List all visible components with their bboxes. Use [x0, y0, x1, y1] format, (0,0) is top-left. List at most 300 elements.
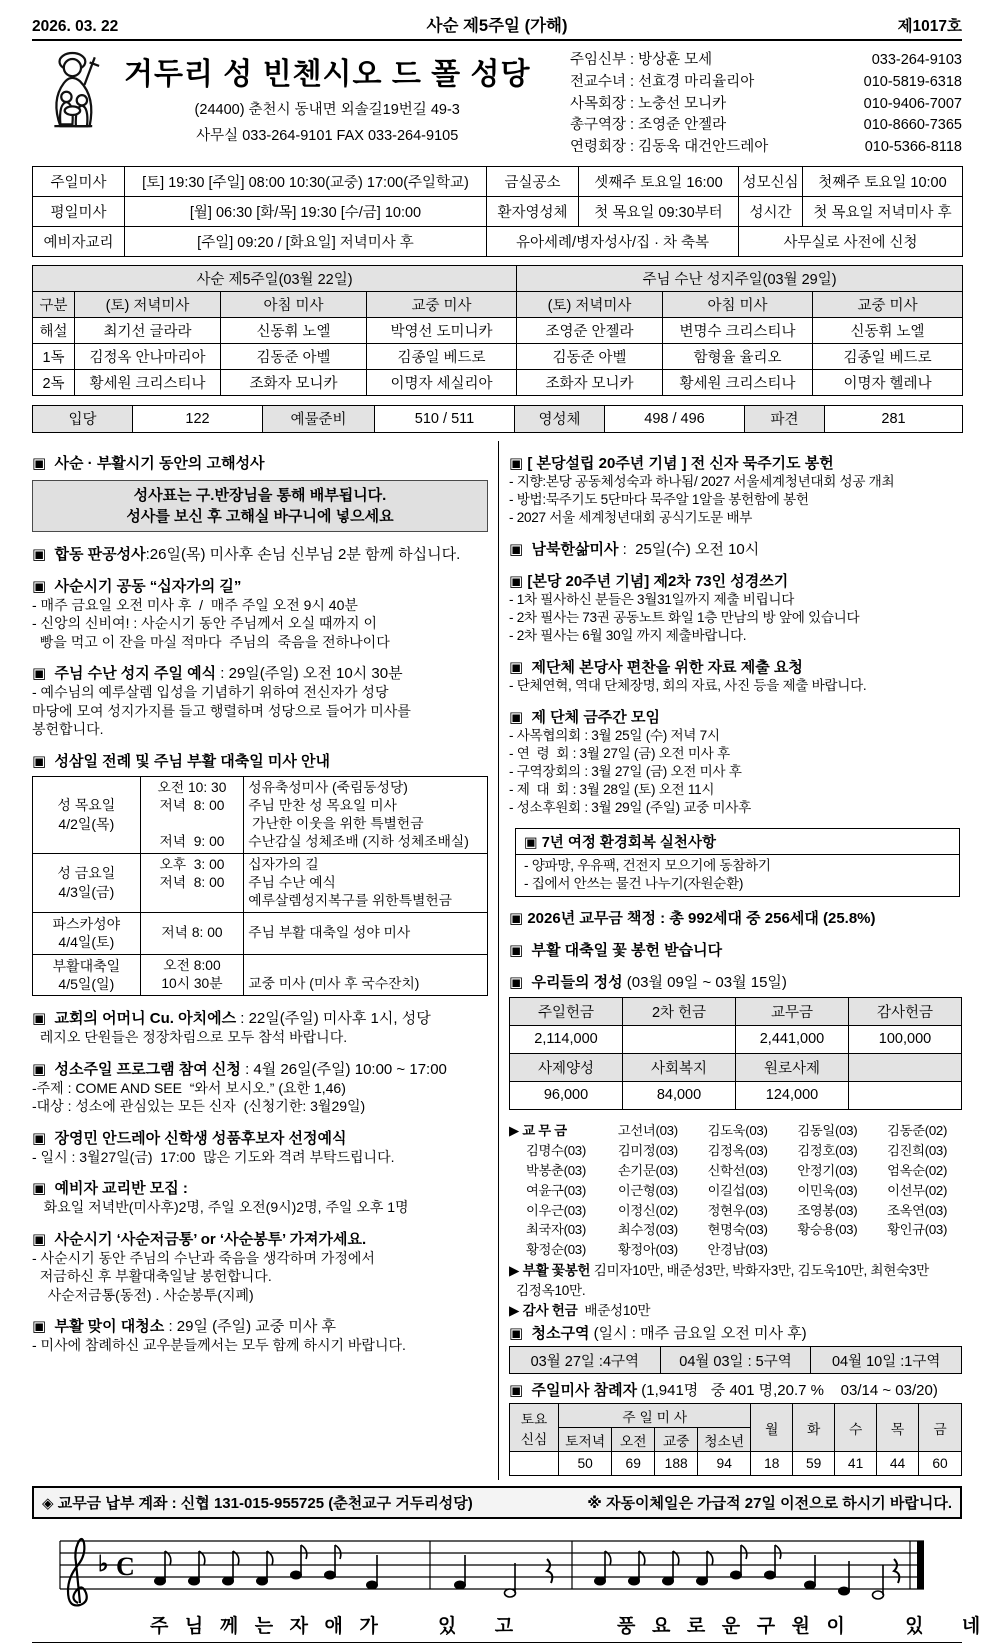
- lector-name: 조화자 모니카: [221, 369, 367, 395]
- week1-header: 사순 제5주일(03월 22일): [33, 265, 517, 291]
- lector-name: 신동휘 노엘: [221, 317, 367, 343]
- offering-header: 원로사제: [736, 1053, 849, 1081]
- day-cell: [33, 954, 141, 996]
- hymn-number: 498 / 496: [605, 405, 745, 432]
- easter-flower-donors: [509, 1262, 962, 1280]
- issue-number: 제1017호: [897, 18, 962, 35]
- offering-amount: 2,441,000: [736, 1025, 849, 1053]
- item-text: 배준성10만: [577, 1303, 651, 1319]
- lector-name: 김종일 베드로: [367, 343, 517, 369]
- schedule-label: 환자영성체: [487, 196, 579, 226]
- attendance-count: 50: [559, 1452, 612, 1476]
- row-label: 1독: [33, 343, 75, 369]
- eco-practice-box: [515, 828, 960, 897]
- attendance-subheader: 교중: [655, 1428, 698, 1452]
- church-address: (24400) 춘천시 동내면 외솔길19번길 49-3: [194, 102, 460, 118]
- payer-name: 황승용(03): [797, 1222, 858, 1238]
- section-way-of-cross: [32, 575, 488, 651]
- payer-name: 김진희(03): [887, 1142, 948, 1158]
- text-line: -대상 : 성소에 관심있는 모든 신자 (신청기한: 3월29일): [32, 1098, 366, 1115]
- title-tail: (1,941명 중 401 명,20.7 % 03/14 ~ 03/20): [637, 1382, 938, 1400]
- offering-header: 주일헌금: [510, 997, 623, 1025]
- title-text: ▣ 성소주일 프로그램 참여 신청: [32, 1060, 241, 1078]
- church-name: 거두리 성 빈첸시오 드 폴 성당: [124, 58, 531, 91]
- payer-name: 이민욱(03): [797, 1182, 858, 1198]
- offering-header: 교무금: [736, 997, 849, 1025]
- text-line: - 사순시기 동안 주님의 수난과 죽음을 생각하며 가정에서: [32, 1249, 375, 1266]
- header-line: 신심: [520, 1431, 548, 1447]
- schedule-label: 성시간: [739, 196, 803, 226]
- offering-amount: 2,114,000: [510, 1025, 623, 1053]
- section-title: ▣ [ 본당설립 20주년 기념 ] 전 신자 묵주기도 봉헌: [509, 454, 834, 472]
- payer-name: 손기문(03): [617, 1162, 678, 1178]
- day-date: 4/4일(토): [58, 934, 115, 951]
- contact-phone: 010-8660-7365: [863, 117, 962, 134]
- section-seminarian-rite: [32, 1127, 488, 1166]
- title-text: ▣ 주님 수난 성지 주일 예식: [32, 665, 217, 683]
- payer-name: 최수정(03): [617, 1222, 678, 1238]
- section-title: ▣ 2026년 교무금 책정 : 총 992세대 중 256세대 (25.8%): [509, 909, 876, 927]
- title-tail: :26일(목) 미사후 손님 신부님 2분 함께 하십니다.: [145, 545, 461, 563]
- attendance-count: 44: [877, 1452, 919, 1476]
- lector-name: 김종일 베드로: [813, 343, 963, 369]
- column-header: 아침 미사: [663, 291, 813, 317]
- payer-name: 황정순(03): [525, 1242, 587, 1258]
- payer-name: 이근형(03): [617, 1182, 678, 1198]
- hymn-number: 510 / 511: [375, 405, 515, 432]
- text-line: - 2차 필사는 6월 30일 까지 제출바랍니다.: [509, 627, 747, 643]
- attendance-subheader: 오전: [612, 1428, 655, 1452]
- attendance-count: 69: [612, 1452, 655, 1476]
- day-date: 4/3일(금): [58, 883, 115, 900]
- title-tail: : 4월 26일(주일) 10:00 ~ 17:00: [240, 1060, 447, 1078]
- dues-payers-list: [509, 1121, 962, 1261]
- table-row: [33, 776, 488, 853]
- contact-role-name: 사목회장 : 노충선 모니카: [570, 95, 727, 112]
- section-attendance: [509, 1379, 962, 1476]
- section-title: ▣ 사순시기 ‘사순저금통’ or ‘사순봉투’ 가져가세요.: [32, 1230, 367, 1248]
- top-bar: [32, 10, 962, 41]
- time-line: 저녁 8: 00: [161, 925, 223, 941]
- text-line: - 일시 : 3월27일(금) 17:00 많은 기도와 격려 부탁드립니다.: [32, 1148, 395, 1165]
- payer-name: 이우근(03): [525, 1202, 587, 1218]
- text-line: - 미사에 참례하신 교우분들께서는 모두 함께 하시기 바랍니다.: [32, 1337, 406, 1354]
- lector-name: 황세원 크리스티나: [663, 369, 813, 395]
- cleaning-cell: 04월 03일 : 5구역: [660, 1347, 811, 1374]
- text-line: - 2차 필사는 73권 공동노트 화일 1층 만남의 방 앞에 있습니다: [509, 609, 860, 625]
- day-cell: [33, 853, 141, 912]
- section-title: ▣ [본당 20주년 기념] 제2차 73인 성경쓰기: [509, 572, 789, 590]
- day-name: 부활대축일: [52, 957, 121, 974]
- section-title: ▣ 제단체 본당사 편찬을 위한 자료 제출 요청: [509, 658, 803, 676]
- section-acies: [32, 1007, 488, 1046]
- section-title: [32, 1007, 488, 1028]
- time-line: 저녁 9: 00: [159, 833, 225, 849]
- lector-name: 함형율 율리오: [663, 343, 813, 369]
- music-staff: [32, 1523, 962, 1615]
- payer-name: 이선무(02): [887, 1182, 948, 1198]
- text-line: - 연 령 회 : 3월 27일 (금) 오전 미사 후: [509, 745, 730, 761]
- hymn-label: 파견: [745, 405, 825, 432]
- attendance-subheader: 청소년: [698, 1428, 751, 1452]
- schedule-label: 성모신심: [739, 166, 803, 196]
- bulletin-title: 사순 제5주일 (가해): [426, 17, 568, 35]
- title-text: ▣ 부활 맞이 대청소: [32, 1318, 165, 1336]
- lector-name: 조화자 모니카: [517, 369, 663, 395]
- section-title: [32, 662, 488, 683]
- title-tail: : 22일(주일) 미사후 1시, 성당: [236, 1010, 431, 1028]
- day-name: 성 목요일: [57, 797, 116, 814]
- time-line: 저녁 8: 00: [159, 874, 225, 890]
- hymn-number: 281: [825, 405, 963, 432]
- text-line: - 신앙의 신비여! : 사순시기 동안 주님께서 오실 때까지 이: [32, 615, 377, 632]
- contact-phone: 010-5819-6318: [863, 73, 962, 90]
- event-line: 예루살렘성지복구를 위한특별헌금: [248, 892, 452, 908]
- cleaning-cell: 04월 10일 :1구역: [811, 1347, 962, 1374]
- main-columns: [32, 441, 962, 1481]
- payer-name: 박봉춘(03): [525, 1162, 587, 1178]
- contact-row: [570, 72, 962, 94]
- event-line: 주님 부활 대축일 성야 미사: [248, 925, 411, 941]
- confession-notice-box: [32, 480, 488, 532]
- item-text: 김미자10만, 배준성3만, 박화자3만, 김도욱10만, 최현숙3만: [590, 1263, 930, 1279]
- payer-name: 최국자(03): [525, 1222, 587, 1238]
- hymn-label: 입당: [33, 405, 133, 432]
- section-cleaning-rota: [509, 1322, 962, 1374]
- contact-row: [570, 50, 962, 72]
- section-title: ▣ 성삼일 전례 및 주님 부활 대축일 미사 안내: [32, 752, 331, 770]
- payer-name: 김정호(03): [797, 1142, 858, 1158]
- event-line: 교중 미사 (미사 후 국수잔치): [248, 975, 420, 991]
- thanks-offering: [509, 1302, 962, 1320]
- section-title: ▣ 예비자 교리반 모집 :: [32, 1180, 188, 1198]
- lector-name: 변명수 크리스티나: [663, 317, 813, 343]
- text-line: - 2027 서울 세계청년대회 공식기도문 배부: [509, 509, 753, 525]
- item-label: ▶ 감사 헌금: [509, 1303, 578, 1319]
- time-line: 오전 8:00: [163, 957, 221, 973]
- section-catechumen-class: [32, 1177, 488, 1216]
- payer-name: 조옥연(03): [887, 1202, 948, 1218]
- event-line: 성유축성미사 (죽림동성당): [248, 779, 408, 795]
- hymn-label: 예물준비: [263, 405, 375, 432]
- section-title: ▣ 부활 대축일 꽃 봉헌 받습니다: [509, 941, 723, 959]
- lector-table: [32, 265, 963, 396]
- day-name: 성 금요일: [57, 865, 116, 882]
- text-line: - 예수님의 예루살렘 입성을 기념하기 위하여 전신자가 성당: [32, 684, 389, 701]
- schedule-value: 첫 목요일 09:30부터: [579, 196, 739, 226]
- attendance-subheader: 토저녁: [559, 1428, 612, 1452]
- lector-name: 신동휘 노엘: [813, 317, 963, 343]
- contact-list: [570, 47, 962, 159]
- attendance-header: 월: [751, 1404, 793, 1452]
- table-row: [33, 343, 963, 369]
- section-title: [32, 1058, 488, 1079]
- lector-name: 이명자 헬레나: [813, 369, 963, 395]
- section-rosary-offering: [509, 452, 962, 527]
- attendance-count: 59: [793, 1452, 835, 1476]
- day-cell: [33, 776, 141, 853]
- dues-label: ▶ 교 무 금: [509, 1122, 567, 1138]
- section-title: ▣ 사순시기 공동 “십자가의 길”: [32, 577, 242, 595]
- section-dues-plan: [509, 907, 962, 928]
- payer-name: 김정옥(03): [707, 1142, 768, 1158]
- payer-name: 엄옥순(02): [887, 1162, 948, 1178]
- payer-name: 김명수(03): [525, 1142, 587, 1158]
- svg-text:C: C: [116, 1552, 135, 1582]
- schedule-value: 사무실로 사전에 신청: [739, 226, 963, 256]
- contact-phone: 010-9406-7007: [863, 95, 962, 112]
- table-row: [33, 853, 488, 912]
- easter-flower-donors-cont: [509, 1282, 962, 1300]
- title-text: ▣ 우리들의 정성: [509, 973, 623, 991]
- column-header: (토) 저녁미사: [75, 291, 221, 317]
- mass-schedule-table: [32, 166, 963, 257]
- time-line: 저녁 8: 00: [159, 797, 225, 813]
- payer-name: 황정아(03): [617, 1242, 678, 1258]
- cleaning-cell: 03월 27일 :4구역: [510, 1347, 661, 1374]
- attendance-count: 18: [751, 1452, 793, 1476]
- title-text: ▣ 청소구역: [509, 1325, 590, 1343]
- hymn-numbers-table: [32, 405, 963, 433]
- section-history-materials: [509, 656, 962, 695]
- row-label: 해설: [33, 317, 75, 343]
- contact-row: [570, 137, 962, 159]
- attendance-table: [509, 1403, 962, 1476]
- right-column: [498, 441, 962, 1481]
- title-tail: (일시 : 매주 금요일 오전 미사 후): [589, 1325, 807, 1343]
- left-column: [32, 441, 498, 1481]
- lector-name: 김정옥 안나마리아: [75, 343, 221, 369]
- lector-name: 조영준 안젤라: [517, 317, 663, 343]
- section-title: [32, 1315, 488, 1336]
- section-title: ▣ 사순 · 부활시기 동안의 고해성사: [32, 454, 265, 472]
- lector-name: 김동준 아벨: [221, 343, 367, 369]
- schedule-value: [토] 19:30 [주일] 08:00 10:30(교중) 17:00(주일학교): [125, 166, 487, 196]
- attendance-count: 60: [918, 1452, 961, 1476]
- account-info: ◈ 교무금 납부 계좌 : 신협 131-015-955725 (춘천교구 거두리성당): [42, 1495, 473, 1513]
- section-joint-confession: [32, 543, 488, 564]
- schedule-value: [월] 06:30 [화/목] 19:30 [수/금] 10:00: [125, 196, 487, 226]
- masthead: [32, 41, 962, 164]
- lector-name: 최기선 글라라: [75, 317, 221, 343]
- item-text: 김정옥10만.: [509, 1283, 586, 1299]
- section-title: [32, 543, 488, 564]
- title-text: ▣ 남북한삶미사: [509, 540, 619, 558]
- text-line: - 방법:묵주기도 5단마다 묵주알 1알을 봉헌함에 봉헌: [509, 491, 809, 507]
- offering-header: 사제양성: [510, 1053, 623, 1081]
- time-line: 10시 30분: [161, 975, 223, 991]
- header-line: 토요: [520, 1411, 548, 1427]
- text-line: - 양파망, 우유팩, 건전지 모으기에 동참하기: [524, 857, 771, 873]
- offering-header: 감사헌금: [849, 997, 962, 1025]
- event-line: 가난한 이웃을 위한 특별헌금: [248, 815, 424, 831]
- contact-role-name: 전교수녀 : 선효경 마리율리아: [570, 73, 755, 90]
- lector-name: 박영선 도미니카: [367, 317, 517, 343]
- event-line: 십자가의 길: [248, 856, 319, 872]
- table-row: [33, 954, 488, 996]
- text-line: 빵을 먹고 이 잔을 마실 적마다 주님의 죽음을 전하나이다: [32, 633, 390, 650]
- section-title: [509, 971, 962, 992]
- time-line: 오전 10: 30: [157, 779, 227, 795]
- offering-amount: 124,000: [736, 1081, 849, 1109]
- table-row: [33, 317, 963, 343]
- week2-header: 주님 수난 성지주일(03월 29일): [517, 265, 963, 291]
- section-vocation-program: [32, 1058, 488, 1116]
- church-logo-icon: [32, 47, 118, 133]
- text-line: 레지오 단원들은 정장차림으로 모두 참석 바랍니다.: [32, 1029, 348, 1046]
- title-tail: : 29일 (주일) 교중 미사 후: [164, 1318, 337, 1336]
- title-text: ▣ 교회의 어머니 Cu. 아치에스: [32, 1010, 237, 1028]
- church-office-phone: 사무실 033-264-9101 FAX 033-264-9105: [196, 128, 459, 144]
- time-cell: [140, 853, 244, 912]
- event-line: [248, 957, 483, 975]
- event-cell: [244, 853, 488, 912]
- attendance-count: 94: [698, 1452, 751, 1476]
- text-line: - 성소후원회 : 3월 29일 (주일) 교중 미사후: [509, 799, 751, 815]
- text-line: 화요일 저녁반(미사후)2명, 주일 오전(9시)2명, 주일 오후 1명: [32, 1199, 409, 1216]
- schedule-label: 평일미사: [33, 196, 125, 226]
- contact-row: [570, 115, 962, 137]
- event-line: 주님 만찬 성 목요일 미사: [248, 797, 397, 813]
- attendance-header: [510, 1404, 559, 1452]
- column-header: (토) 저녁미사: [517, 291, 663, 317]
- time-line: [145, 892, 240, 910]
- schedule-label: 예비자교리: [33, 226, 125, 256]
- text-line: 사순저금통(동전) . 사순봉투(지폐): [32, 1286, 254, 1303]
- schedule-value: 첫째주 토요일 10:00: [803, 166, 963, 196]
- payer-name: 현명숙(03): [707, 1222, 768, 1238]
- section-nk-mass: [509, 538, 962, 559]
- title-tail: : 25일(수) 오전 10시: [618, 540, 760, 558]
- day-name: 파스카성야: [52, 915, 121, 932]
- text-line: - 매주 금요일 오전 미사 후 / 매주 주일 오전 9시 40분: [32, 596, 358, 613]
- attendance-header: 금: [918, 1404, 961, 1452]
- section-confession: [32, 452, 488, 532]
- offering-amount: [849, 1081, 962, 1109]
- contact-row: [570, 94, 962, 116]
- contact-role-name: 주임신부 : 방상훈 모세: [570, 52, 713, 68]
- notice-line: 성사표는 구.반장님을 통해 배부됩니다.: [133, 486, 387, 504]
- column-header: 구분: [33, 291, 75, 317]
- section-title: ▣ 장영민 안드레아 신학생 성품후보자 선정예식: [32, 1129, 347, 1147]
- payer-name: 김동일(03): [797, 1122, 858, 1138]
- section-weekly-meetings: [509, 706, 962, 817]
- attendance-header: 목: [877, 1404, 919, 1452]
- item-label: ▶ 부활 꽃봉헌: [509, 1263, 591, 1279]
- hymn-lyrics: 주 님 께 는 자 애 가 있 고 풍 요 로 운 구 원 이 있 네: [150, 1616, 983, 1638]
- day-date: 4/2일(목): [58, 815, 115, 832]
- payer-name: 김동준(02): [887, 1122, 948, 1138]
- hymn-label: 영성체: [515, 405, 605, 432]
- payer-name: 황인규(03): [887, 1222, 948, 1238]
- time-line: 오후 3: 00: [159, 856, 225, 872]
- payer-name: 이정신(02): [617, 1202, 678, 1218]
- event-cell: [244, 954, 488, 996]
- column-header: 교중 미사: [813, 291, 963, 317]
- payer-name: 김미정(03): [617, 1142, 678, 1158]
- payer-name: 안경남(03): [707, 1242, 768, 1258]
- event-line: 주님 수난 예식: [248, 874, 336, 890]
- text-line: - 제 대 회 : 3월 28일 (토) 오전 11시: [509, 781, 715, 797]
- payer-name: 조영봉(03): [797, 1202, 858, 1218]
- section-triduum: [32, 750, 488, 997]
- dues-account-bar: [32, 1486, 962, 1519]
- text-line: 저금하신 후 부활대축일날 봉헌합니다.: [32, 1268, 272, 1285]
- offering-amount: 84,000: [623, 1081, 736, 1109]
- payer-name: 신학선(03): [707, 1162, 768, 1178]
- text-line: 봉헌합니다.: [32, 721, 104, 738]
- schedule-label: 주일미사: [33, 166, 125, 196]
- attendance-header: 화: [793, 1404, 835, 1452]
- contact-role-name: 연령회장 : 김동욱 대건안드레아: [570, 139, 769, 155]
- payer-name: 여윤구(03): [525, 1182, 587, 1198]
- text-line: - 사목협의회 : 3월 25일 (수) 저녁 7시: [509, 727, 720, 743]
- section-title: [509, 1379, 962, 1400]
- time-line: [145, 815, 240, 833]
- payer-name: 안정기(03): [797, 1162, 858, 1178]
- offering-amount: 96,000: [510, 1081, 623, 1109]
- title-tail: : 29일(주일) 오전 10시 30분: [216, 665, 403, 683]
- row-label: 2독: [33, 369, 75, 395]
- table-row: [33, 369, 963, 395]
- text-line: - 집에서 안쓰는 물건 나누기(자원순환): [524, 875, 744, 891]
- attendance-header: 수: [835, 1404, 877, 1452]
- offering-header: 사회복지: [623, 1053, 736, 1081]
- schedule-value: 첫 목요일 저녁미사 후: [803, 196, 963, 226]
- contact-role-name: 총구역장 : 조영준 안젤라: [570, 117, 727, 134]
- offering-amount: 100,000: [849, 1025, 962, 1053]
- day-cell: [33, 912, 141, 954]
- table-row: [33, 912, 488, 954]
- payer-name: 정현우(03): [707, 1202, 768, 1218]
- svg-text:♭: ♭: [98, 1551, 109, 1577]
- contact-phone: 033-264-9103: [871, 52, 962, 68]
- lector-name: 이명자 세실리아: [367, 369, 517, 395]
- offering-header: [849, 1053, 962, 1081]
- section-title: [509, 538, 962, 559]
- notice-line: 성사를 보신 후 고해실 바구니에 넣으세요: [126, 507, 394, 525]
- lector-name: 김동준 아벨: [517, 343, 663, 369]
- offering-header: 2차 헌금: [623, 997, 736, 1025]
- hymn-number: 122: [133, 405, 263, 432]
- holy-week-table: [32, 776, 488, 997]
- payer-name: 김도욱(03): [707, 1122, 768, 1138]
- schedule-value: [주일] 09:20 / [화요일] 저녁미사 후: [125, 226, 487, 256]
- event-cell: [244, 912, 488, 954]
- schedule-label: 금실공소: [487, 166, 579, 196]
- column-header: 교중 미사: [367, 291, 517, 317]
- section-palm-sunday-rite: [32, 662, 488, 738]
- text-line: - 단체연혁, 역대 단체장명, 회의 자료, 사진 등을 제출 바랍니다.: [509, 677, 867, 693]
- text-line: - 1차 필사하신 분들은 3월31일까지 제출 비립니다: [509, 591, 795, 607]
- contact-phone: 010-5366-8118: [864, 139, 962, 155]
- time-cell: [140, 776, 244, 853]
- section-title: [509, 1322, 962, 1343]
- section-easter-cleaning: [32, 1315, 488, 1354]
- attendance-count: 41: [835, 1452, 877, 1476]
- section-offerings: [509, 971, 962, 1110]
- responsorial-psalm-music: [32, 1523, 983, 1643]
- lector-name: 황세원 크리스티나: [75, 369, 221, 395]
- time-cell: [140, 912, 244, 954]
- time-cell: [140, 954, 244, 996]
- eco-box-title: ▣ 7년 여정 환경회복 실천사항: [516, 829, 959, 855]
- text-line: 마당에 모여 성지가지를 들고 행렬하며 성당으로 들어가 미사를: [32, 702, 411, 719]
- section-lent-savings: [32, 1228, 488, 1304]
- day-date: 4/5일(일): [58, 975, 115, 992]
- section-title: ▣ 제 단체 금주간 모임: [509, 708, 660, 726]
- event-line: 수난감실 성체조배 (지하 성체조배실): [248, 833, 469, 849]
